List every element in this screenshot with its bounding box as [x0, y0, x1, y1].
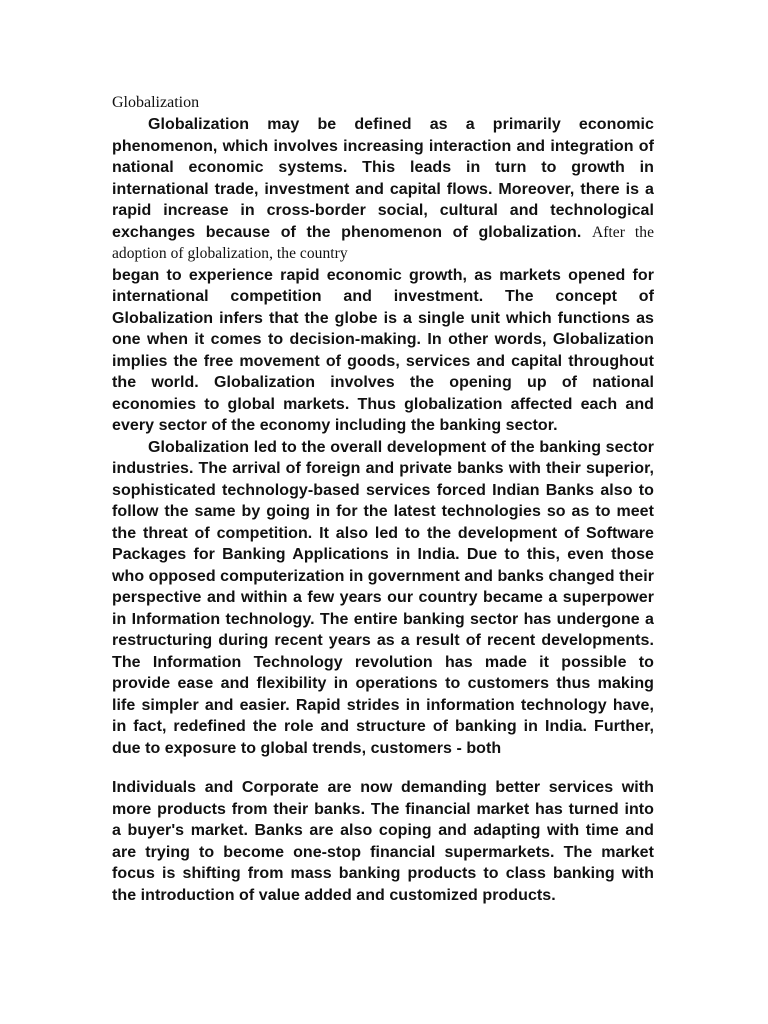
paragraph-2: began to experience rapid economic growth, as markets opened for international competition and investment. The concept of Globalization infers that the globe is a single unit which functions as one when it comes to decision-making. In other words, Globalization implies the free movement of goods, services and capital throughout the world. Globalization involves the opening up of national economies to global markets. Thus globalization affected each and every sector of the economy including the banking sector. [112, 266, 654, 434]
paragraph-1 [112, 114, 654, 265]
paragraph-3: Globalization led to the overall development of the banking sector industries. The arrival of foreign and private banks with their superior, sophisticated technology-based services forced Indian Banks also to follow the same by going in for the latest technologies so as to meet the threat of competition. It also led to the development of Software Packages for Banking Applications in India. Due to this, even those who opposed computerization in government and banks changed their perspective and within a few years our country became a superpower in Information technology. The entire banking sector has undergone a restructuring during recent years as a result of recent developments. The Information Technology revolution has made it possible to provide ease and flexibility in operations to customers thus making life simpler and easier. Rapid strides in information technology have, in fact, redefined the role and structure of banking in India. Further, due to exposure to global trends, customers - both [112, 438, 654, 757]
paragraph-1-main: Globalization may be defined as a primarily economic phenomenon, which involves increasing interaction and integration of national economic systems. This leads in turn to growth in international trade, investment and capital flows. Moreover, there is a rapid increase in cross-border social, cultural and technological exchanges because of the phenomenon of globalization. [112, 116, 654, 241]
document-page [112, 92, 654, 906]
document-title: Globalization [112, 94, 200, 111]
paragraph-4: Individuals and Corporate are now demanding better services with more products from their banks. The financial market has turned into a buyer's market. Banks are also coping and adapting with time and are trying to become one-stop financial supermarkets. The market focus is shifting from mass banking products to class banking with the introduction of value added and customized products. [112, 779, 654, 904]
paragraph-1-serif-fragment: After the adoption of globalization, the country [112, 223, 655, 262]
